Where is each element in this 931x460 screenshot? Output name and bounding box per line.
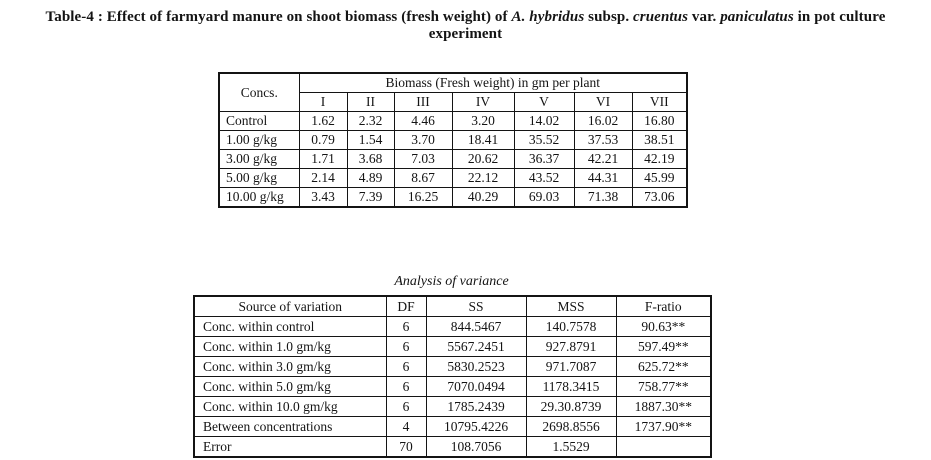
biomass-value-cell: 1.54	[347, 131, 394, 150]
biomass-value-cell: 43.52	[514, 169, 574, 188]
biomass-value-cell: 40.29	[452, 188, 514, 208]
biomass-value-cell: 1.62	[299, 112, 347, 131]
biomass-value-cell: 71.38	[574, 188, 632, 208]
table-row	[219, 112, 687, 131]
caption-prefix: Table-4 : Effect of farmyard manure on shoot biomass (fresh weight) of	[45, 9, 512, 25]
biomass-value-cell: 3.43	[299, 188, 347, 208]
biomass-table	[218, 72, 688, 208]
biomass-value-cell: 0.79	[299, 131, 347, 150]
anova-column-header: SS	[426, 296, 526, 317]
concentration-label: 3.00 g/kg	[219, 150, 299, 169]
source-of-variation-label: Between concentrations	[194, 417, 386, 437]
source-of-variation-label: Error	[194, 437, 386, 458]
anova-value-cell: 625.72**	[616, 357, 711, 377]
source-of-variation-label: Conc. within 1.0 gm/kg	[194, 337, 386, 357]
biomass-column-header: VII	[632, 93, 687, 112]
caption-species-2: cruentus	[633, 9, 689, 25]
anova-column-header: MSS	[526, 296, 616, 317]
concentration-label: 1.00 g/kg	[219, 131, 299, 150]
anova-value-cell: 6	[386, 317, 426, 337]
biomass-value-cell: 14.02	[514, 112, 574, 131]
biomass-value-cell: 37.53	[574, 131, 632, 150]
anova-value-cell: 597.49**	[616, 337, 711, 357]
table-row	[194, 377, 711, 397]
biomass-column-header: VI	[574, 93, 632, 112]
biomass-value-cell: 18.41	[452, 131, 514, 150]
table-row	[194, 437, 711, 458]
biomass-value-cell: 38.51	[632, 131, 687, 150]
biomass-column-header: V	[514, 93, 574, 112]
anova-value-cell: 70	[386, 437, 426, 458]
biomass-header-row-1	[219, 73, 687, 93]
biomass-value-cell: 35.52	[514, 131, 574, 150]
biomass-column-header: I	[299, 93, 347, 112]
biomass-value-cell: 3.70	[394, 131, 452, 150]
anova-value-cell: 29.30.8739	[526, 397, 616, 417]
biomass-value-cell: 2.14	[299, 169, 347, 188]
biomass-value-cell: 4.46	[394, 112, 452, 131]
table-row	[219, 188, 687, 208]
source-of-variation-label: Conc. within 5.0 gm/kg	[194, 377, 386, 397]
anova-header-row	[194, 296, 711, 317]
biomass-value-cell: 20.62	[452, 150, 514, 169]
biomass-value-cell: 7.03	[394, 150, 452, 169]
biomass-value-cell: 16.25	[394, 188, 452, 208]
biomass-span-header: Biomass (Fresh weight) in gm per plant	[299, 73, 687, 93]
source-of-variation-label: Conc. within 10.0 gm/kg	[194, 397, 386, 417]
anova-value-cell: 1.5529	[526, 437, 616, 458]
concentration-label: 5.00 g/kg	[219, 169, 299, 188]
biomass-value-cell: 73.06	[632, 188, 687, 208]
biomass-column-header: II	[347, 93, 394, 112]
anova-column-header: F-ratio	[616, 296, 711, 317]
biomass-value-cell: 3.68	[347, 150, 394, 169]
anova-value-cell: 6	[386, 357, 426, 377]
caption-species-1: A. hybridus	[511, 9, 585, 25]
caption-line-2: experiment	[428, 25, 503, 42]
anova-value-cell: 140.7578	[526, 317, 616, 337]
anova-value-cell: 90.63**	[616, 317, 711, 337]
anova-value-cell: 1887.30**	[616, 397, 711, 417]
anova-value-cell: 844.5467	[426, 317, 526, 337]
biomass-value-cell: 22.12	[452, 169, 514, 188]
anova-title: Analysis of variance	[394, 274, 509, 289]
anova-value-cell: 1785.2439	[426, 397, 526, 417]
anova-column-header: Source of variation	[194, 296, 386, 317]
anova-value-cell: 5830.2523	[426, 357, 526, 377]
anova-value-cell: 5567.2451	[426, 337, 526, 357]
anova-value-cell: 7070.0494	[426, 377, 526, 397]
table-row	[194, 417, 711, 437]
anova-value-cell: 6	[386, 377, 426, 397]
anova-value-cell: 108.7056	[426, 437, 526, 458]
caption-mid-2: var.	[688, 9, 721, 25]
biomass-value-cell: 8.67	[394, 169, 452, 188]
biomass-value-cell: 1.71	[299, 150, 347, 169]
table-row	[194, 337, 711, 357]
anova-value-cell: 4	[386, 417, 426, 437]
caption-suffix: in pot culture	[793, 9, 886, 25]
anova-value-cell: 971.7087	[526, 357, 616, 377]
table-row	[219, 150, 687, 169]
biomass-value-cell: 69.03	[514, 188, 574, 208]
table-row	[219, 169, 687, 188]
anova-value-cell: 1178.3415	[526, 377, 616, 397]
biomass-value-cell: 44.31	[574, 169, 632, 188]
anova-column-header: DF	[386, 296, 426, 317]
concentration-label: 10.00 g/kg	[219, 188, 299, 208]
anova-value-cell: 2698.8556	[526, 417, 616, 437]
biomass-corner-header: Concs.	[219, 73, 299, 112]
biomass-value-cell: 3.20	[452, 112, 514, 131]
anova-value-cell: 6	[386, 397, 426, 417]
biomass-value-cell: 42.21	[574, 150, 632, 169]
table-row	[194, 317, 711, 337]
biomass-value-cell: 16.02	[574, 112, 632, 131]
biomass-value-cell: 2.32	[347, 112, 394, 131]
caption-species-3: paniculatus	[720, 9, 794, 25]
anova-value-cell: 758.77**	[616, 377, 711, 397]
anova-value-cell: 10795.4226	[426, 417, 526, 437]
biomass-value-cell: 45.99	[632, 169, 687, 188]
anova-value-cell: 927.8791	[526, 337, 616, 357]
source-of-variation-label: Conc. within control	[194, 317, 386, 337]
biomass-column-header: III	[394, 93, 452, 112]
anova-value-cell: 6	[386, 337, 426, 357]
biomass-column-header: IV	[452, 93, 514, 112]
source-of-variation-label: Conc. within 3.0 gm/kg	[194, 357, 386, 377]
table-row	[194, 357, 711, 377]
biomass-value-cell: 4.89	[347, 169, 394, 188]
table-row	[219, 131, 687, 150]
anova-value-cell	[616, 437, 711, 458]
biomass-value-cell: 42.19	[632, 150, 687, 169]
anova-table	[193, 295, 712, 458]
table-row	[194, 397, 711, 417]
concentration-label: Control	[219, 112, 299, 131]
caption-mid-1: subsp.	[584, 9, 634, 25]
table-caption	[0, 9, 931, 42]
anova-value-cell: 1737.90**	[616, 417, 711, 437]
biomass-value-cell: 7.39	[347, 188, 394, 208]
biomass-value-cell: 36.37	[514, 150, 574, 169]
biomass-value-cell: 16.80	[632, 112, 687, 131]
